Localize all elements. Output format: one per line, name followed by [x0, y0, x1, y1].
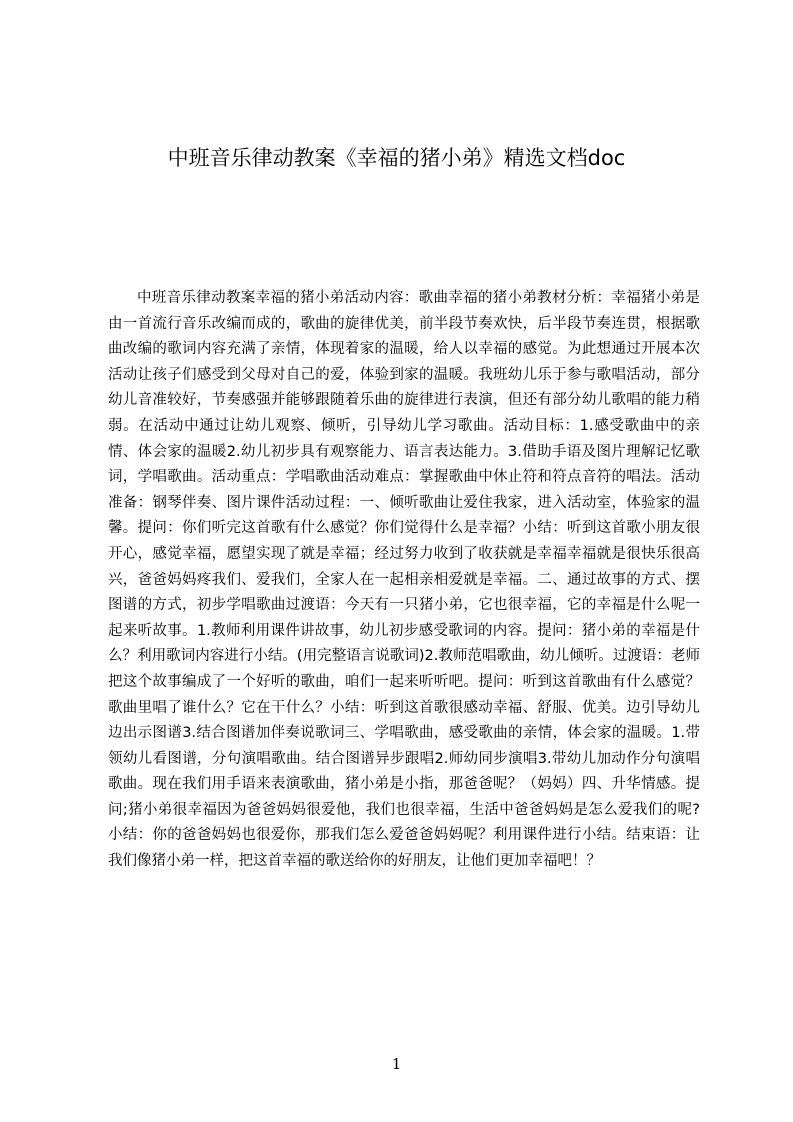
document-body-paragraph: 中班音乐律动教案幸福的猪小弟活动内容：歌曲幸福的猪小弟教材分析：幸福猪小弟是由一首流行音乐改编而成的，歌曲的旋律优美，前半段节奏欢快，后半段节奏连贯，根据歌曲改编的歌词内容充满了亲情，体现着家的温暖，给人以幸福的感觉。为此想通过开展本次活动让孩子们感受到父母对自己的爱，体验到家的温暖。我班幼儿乐于参与歌唱活动，部分幼儿音准较好，节奏感强并能够跟随着乐曲的旋律进行表演，但还有部分幼儿歌唱的能力稍弱。在活动中通过让幼儿观察、倾听，引导幼儿学习歌曲。活动目标：1.感受歌曲中的亲情、体会家的温暖2.幼儿初步具有观察能力、语言表达能力。3.借助手语及图片理解记忆歌词，学唱歌曲。活动重点：学唱歌曲活动难点：掌握歌曲中休止符和符点音符的唱法。活动准备：钢琴伴奏、图片课件活动过程：一、倾听歌曲让爱住我家，进入活动室，体验家的温馨。提问：你们听完这首歌有什么感觉？你们觉得什么是幸福？小结：听到这首歌小朋友很开心，感觉幸福，愿望实现了就是幸福；经过努力收到了收获就是幸福幸福就是很快乐很高兴，爸爸妈妈疼我们、爱我们，全家人在一起相亲相爱就是幸福。二、通过故事的方式、摆图谱的方式，初步学唱歌曲过渡语：今天有一只猪小弟，它也很幸福，它的幸福是什么呢一起来听故事。1.教师利用课件讲故事，幼儿初步感受歌词的内容。提问：猪小弟的幸福是什么？利用歌词内容进行小结。(用完整语言说歌词)2.教师范唱歌曲，幼儿倾听。过渡语：老师把这个故事编成了一个好听的歌曲，咱们一起来听听吧。提问：听到这首歌曲有什么感觉？歌曲里唱了谁什么？它在干什么？小结：听到这首歌很感动幸福、舒服、优美。边引导幼儿边出示图谱3.结合图谱加伴奏说歌词三、学唱歌曲，感受歌曲的亲情，体会家的温暖。1.带领幼儿看图谱，分句演唱歌曲。结合图谱异步跟唱2.师幼同步演唱3.带幼儿加动作分句演唱歌曲。现在我们用手语来表演歌曲，猪小弟是小指，那爸爸呢？（妈妈）四、升华情感。提问;猪小弟很幸福因为爸爸妈妈很爱他，我们也很幸福，生活中爸爸妈妈是怎么爱我们的呢?小结：你的爸爸妈妈也很爱你，那我们怎么爱爸爸妈妈呢？利用课件进行小结。结束语：让我们像猪小弟一样，把这首幸福的歌送给你的好朋友，让他们更加幸福吧！？ [108, 290, 700, 870]
document-title: 中班音乐律动教案《幸福的猪小弟》精选文档doc [167, 146, 626, 170]
page-number: 1 [391, 1055, 402, 1073]
